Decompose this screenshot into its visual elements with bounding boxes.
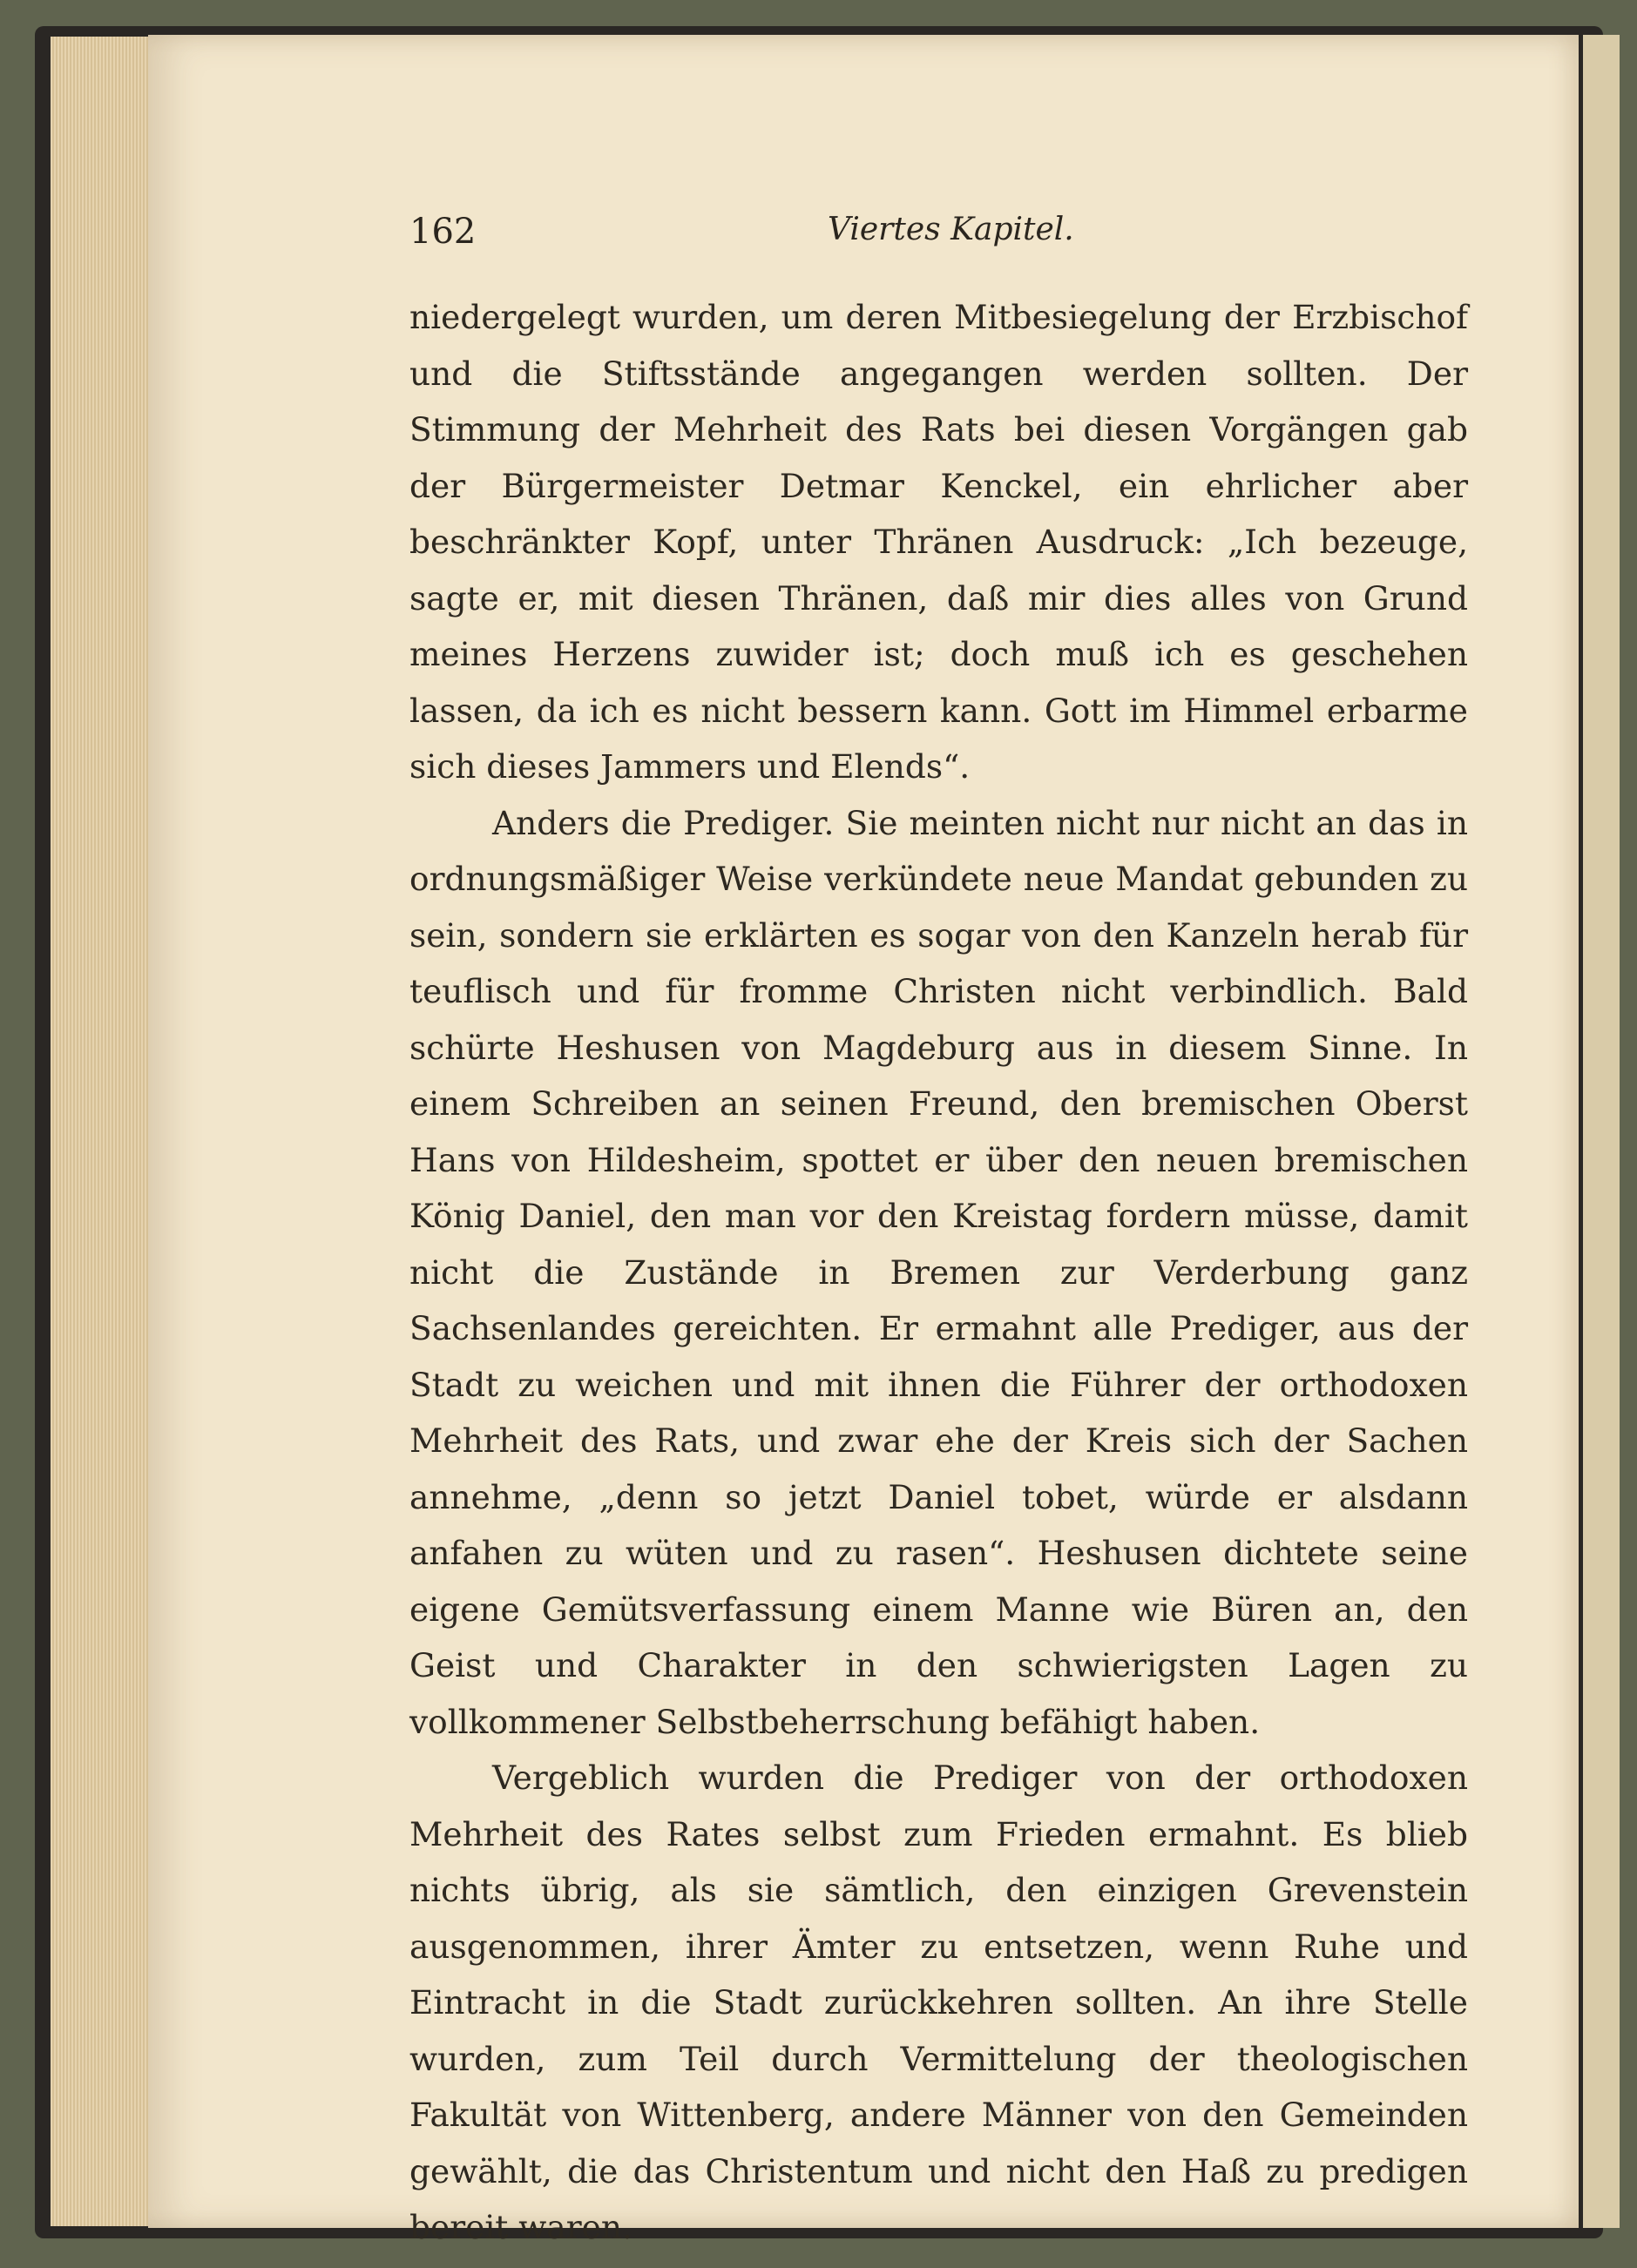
page-edge-stack xyxy=(51,37,155,2226)
page-header xyxy=(409,212,1468,264)
paragraph-prediger: Anders die Prediger. Sie meinten nicht nur nicht an das in ordnungsmäßiger Weise verkündete neue Mandat gebunden zu sein, sondern sie erklärten es sogar von den Kanzeln herab für teuflisch und für fromme Christen nicht verbindlich. Bald schürte Heshusen von Magdeburg aus in diesem Sinne. In einem Schreiben an seinen Freund, den bremischen Oberst Hans von Hildesheim, spottet er über den neuen bremischen König Daniel, den man vor den Kreistag fordern müsse, damit nicht die Zustände in Bremen zur Verderbung ganz Sachsenlandes gereichten. Er ermahnt alle Prediger, aus der Stadt zu weichen und mit ihnen die Führer der orthodoxen Mehrheit des Rats, und zwar ehe der Kreis sich der Sachen annehme, „denn so jetzt Daniel tobet, würde er alsdann anfahen zu wüten und zu rasen“. Heshusen dichtete seine eigene Gemütsverfassung einem Manne wie Büren an, den Geist und Charakter in den schwierigsten Lagen zu vollkommener Selbstbeherrschung befähigt haben. xyxy=(409,803,1468,1741)
paragraph-vergeblich: Vergeblich wurden die Prediger von der orthodoxen Mehrheit des Rates selbst zum Frieden ermahnt. Es blieb nichts übrig, als sie sämtlich, den einzigen Grevenstein ausgenommen, ihrer Ämter zu entsetzen, wenn Ruhe und Eintracht in die Stadt zurückkehren sollten. An ihre Stelle wurden, zum Teil durch Vermittelung der theologischen Fakultät von Wittenberg, andere Männer von den Gemeinden gewählt, die das Christentum und nicht den Haß zu predigen bereit waren. xyxy=(409,1758,1468,2246)
running-head: Viertes Kapitel. xyxy=(828,212,1074,247)
page-body xyxy=(409,289,1468,2256)
page-number: 162 xyxy=(409,212,477,252)
right-page-strip xyxy=(1583,35,1620,2228)
paragraph-continuation: niedergelegt wurden, um deren Mitbesiegelung der Erzbischof und die Stiftsstände angegangen werden sollten. Der Stimmung der Mehrheit des Rats bei diesen Vorgängen gab der Bürgermeister Detmar Kenckel, ein ehrlicher aber beschränkter Kopf, unter Thränen Ausdruck: „Ich bezeuge, sagte er, mit diesen Thränen, daß mir dies alles von Grund meines Herzens zuwider ist; doch muß ich es geschehen lassen, da ich es nicht bessern kann. Gott im Himmel erbarme sich dieses Jammers und Elends“. xyxy=(409,298,1468,786)
